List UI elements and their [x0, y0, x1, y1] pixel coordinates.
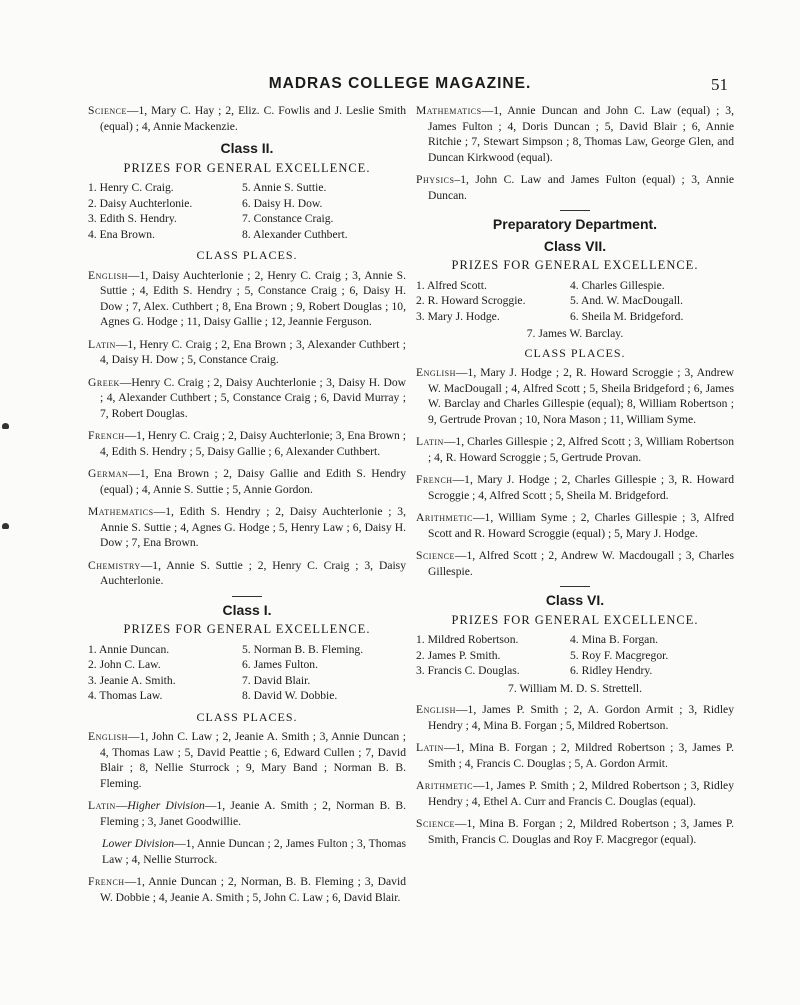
entry-latin: Latin—1, Charles Gillespie ; 2, Alfred Scott ; 3, William Robertson ; 4, R. Howard Scroggie ; 5, Gertrude Provan.: [416, 435, 734, 464]
prize-list: [88, 180, 406, 242]
entry-latin: Latin—Higher Division—1, Jeanie A. Smith ; 2, Norman B. B. Fleming ; 3, Janet Goodwillie.: [88, 799, 407, 828]
prize-item: 5. And. W. MacDougall.: [570, 294, 684, 307]
prize-item: 1. Alfred Scott.: [416, 278, 487, 292]
entry-french: French—1, Annie Duncan ; 2, Norman, B. B. Fleming ; 3, David W. Dobbie ; 4, Jeanie A. Smith ; 5, John C. Law ; 6, David Blair.: [88, 875, 406, 904]
entry-greek: Greek—Henry C. Craig ; 2, Daisy Auchterlonie ; 3, Daisy H. Dow ; 4, Alexander Cuthbert ; 5, Constance Craig ; 6, David Murray ; 7, Robert Douglas.: [88, 375, 406, 420]
prize-list: [88, 642, 406, 704]
prize-item: 2. R. Howard Scroggie.: [416, 294, 526, 307]
entry-mathematics: Mathematics—1, Annie Duncan and John C. Law (equal) ; 3, James Fulton ; 4, Doris Duncan ; 5, David Blair ; 6, Annie Ritchie ; 7, Stewart Simpson ; 8, Thomas Law, George Glen, and Duncan Kirkwood (equal).: [416, 104, 734, 164]
entry-mathematics: Mathematics—1, Edith S. Hendry ; 2, Daisy Auchterlonie ; 3, Annie S. Suttie ; 4, Agnes G. Hodge ; 5, Henry Law ; 6, Daisy H. Dow ; 7, Ena Brown.: [88, 505, 406, 549]
prize-item: 2. Daisy Auchterlonie.: [88, 196, 193, 210]
prize-item: 5. Roy F. Macgregor.: [570, 648, 669, 662]
prize-item: 6. Ridley Hendry.: [570, 664, 653, 677]
entry-science: Science—1, Mary C. Hay ; 2, Eliz. C. Fowlis and J. Leslie Smith (equal) ; 4, Annie Mackenzie.: [88, 104, 406, 133]
prize-list: [416, 278, 734, 325]
prize-item: 7. David Blair.: [242, 673, 311, 687]
entry-latin: Latin—1, Mina B. Forgan ; 2, Mildred Robertson ; 3, James P. Smith ; 4, Francis C. Douglas ; 5, A. Gordon Armit.: [416, 741, 734, 770]
prize-item: 5. Annie S. Suttie.: [242, 181, 327, 194]
prize-item: 4. Mina B. Forgan.: [570, 633, 659, 646]
prize-item: 6. James Fulton.: [242, 658, 319, 671]
prizes-heading: PRIZES FOR GENERAL EXCELLENCE.: [451, 258, 699, 272]
entry-english: English—1, John C. Law ; 2, Jeanie A. Smith ; 3, Annie Duncan ; 4, Thomas Law ; 5, David Peattie ; 6, Edward Cullen ; 7, David Blair ; 8, Nellie Sturrock ; 9, Mary Band ; Norman B. B. Fleming.: [88, 730, 406, 790]
prize-item: 3. Francis C. Douglas.: [416, 664, 520, 677]
class-heading: Class I.: [222, 601, 272, 618]
margin-mark: [2, 423, 9, 429]
section-divider: [232, 596, 262, 597]
left-column: [88, 103, 406, 912]
section-divider: [560, 210, 590, 211]
entry-latin: Latin—1, Henry C. Craig ; 2, Ena Brown ; 3, Alexander Cuthbert ; 4, Daisy H. Dow ; 5, Constance Craig.: [88, 337, 406, 366]
entry-english: English—1, Mary J. Hodge ; 2, R. Howard Scroggie ; 3, Andrew W. MacDougall ; 4, Alfred Scott ; 5, Sheila Bridgeford ; 6, James W. Barclay and Charles Gillespie (equal); 8, William Robertson ; 9, Gertrude Provan ; 10, Nora Mason ; 11, William Syme.: [416, 366, 734, 426]
prize-item: 1. Mildred Robertson.: [416, 633, 519, 646]
prize-item: 4. Charles Gillespie.: [570, 278, 665, 292]
entry-french: French—1, Henry C. Craig ; 2, Daisy Auchterlonie; 3, Ena Brown ; 4, Edith S. Hendry ; 5, Daisy Gallie ; 6, Alexander Cuthbert.: [88, 429, 406, 458]
prize-item: 6. Daisy H. Dow.: [242, 196, 323, 210]
margin-mark: [2, 523, 9, 529]
prize-item: 8. David W. Dobbie.: [242, 689, 338, 702]
prize-list: [416, 632, 734, 679]
entry-arithmetic: Arithmetic—1, William Syme ; 2, Charles Gillespie ; 3, Alfred Scott and R. Howard Scroggie (equal) ; 5, Mary J. Hodge.: [416, 511, 734, 540]
places-heading: CLASS PLACES.: [196, 248, 298, 262]
prize-item: 4. Thomas Law.: [88, 689, 163, 702]
entry-english: English—1, James P. Smith ; 2, A. Gordon Armit ; 3, Ridley Hendry ; 4, Mina B. Forgan ; 5, Mildred Robertson.: [416, 703, 734, 732]
prize-item: 4. Ena Brown.: [88, 227, 155, 241]
prize-item: 1. Henry C. Craig.: [88, 181, 174, 194]
prize-item: 3. Edith S. Hendry.: [88, 212, 177, 225]
places-heading: CLASS PLACES.: [196, 709, 298, 724]
prize-item: 1. Annie Duncan.: [88, 642, 170, 656]
class-heading: Class VI.: [545, 592, 605, 608]
entry-chemistry: Chemistry—1, Annie S. Suttie ; 2, Henry C. Craig ; 3, Daisy Auchterlonie.: [88, 558, 406, 587]
entry-science: Science—1, Alfred Scott ; 2, Andrew W. Macdougall ; 3, Charles Gillespie.: [416, 549, 734, 578]
prize-item: 7. Constance Craig.: [242, 212, 334, 225]
department-heading: Preparatory Department.: [492, 216, 658, 232]
entry-arithmetic: Arithmetic—1, James P. Smith ; 2, Mildred Robertson ; 3, Ridley Hendry ; 4, Ethel A. Curr and Francis C. Douglas (equal).: [416, 779, 734, 808]
prizes-heading: PRIZES FOR GENERAL EXCELLENCE.: [451, 612, 699, 627]
entry-latin-lower: Lower Division—1, Annie Duncan ; 2, James Fulton ; 3, Thomas Law ; 4, Nellie Sturrock.: [102, 837, 406, 866]
prizes-heading: PRIZES FOR GENERAL EXCELLENCE.: [123, 160, 371, 175]
prize-item: 2. James P. Smith.: [416, 648, 501, 662]
prize-item: 6. Sheila M. Bridgeford.: [570, 309, 684, 323]
prize-item: 5. Norman B. B. Fleming.: [242, 642, 364, 656]
prize-item: 3. Jeanie A. Smith.: [88, 673, 176, 687]
places-heading: CLASS PLACES.: [524, 345, 626, 360]
entry-physics: Physics–1, John C. Law and James Fulton (equal) ; 3, Annie Duncan.: [416, 173, 734, 202]
entry-german: German—1, Ena Brown ; 2, Daisy Gallie and Edith S. Hendry (equal) ; 4, Annie S. Suttie ; 5, Annie Gordon.: [88, 467, 406, 496]
page-header: [0, 75, 800, 99]
class-heading: Class II.: [220, 140, 274, 156]
entry-science: Science—1, Mina B. Forgan ; 2, Mildred Robertson ; 3, James P. Smith, Francis C. Douglas and Roy F. Macgregor (equal).: [416, 817, 734, 846]
entry-french: French—1, Mary J. Hodge ; 2, Charles Gillespie ; 3, R. Howard Scroggie ; 4, Alfred Scott ; 5, Sheila M. Bridgeford.: [416, 473, 734, 502]
prize-item: 3. Mary J. Hodge.: [416, 309, 500, 323]
section-divider: [560, 586, 590, 587]
right-column: [416, 103, 734, 854]
prize-item: 7. William M. D. S. Strettell.: [508, 681, 642, 695]
prize-item: 8. Alexander Cuthbert.: [242, 227, 348, 241]
prizes-heading: PRIZES FOR GENERAL EXCELLENCE.: [123, 622, 371, 636]
magazine-title: MADRAS COLLEGE MAGAZINE.: [268, 75, 532, 92]
class-heading: Class VII.: [543, 237, 607, 254]
prize-item: 2. John C. Law.: [88, 658, 161, 671]
page-number: 51: [711, 75, 728, 94]
entry-english: English—1, Daisy Auchterlonie ; 2, Henry C. Craig ; 3, Annie S. Suttie ; 4, Edith S. Hendry ; 5, Constance Craig ; 6, Daisy H. Dow ; 7, Alex. Cuthbert ; 8, Ena Brown ; 9, Robert Douglas ; 10, Agnes G. Hodge ; 11, Daisy Gallie ; 12, Jeannie Ferguson.: [88, 268, 406, 328]
prize-item: 7. James W. Barclay.: [526, 327, 624, 340]
